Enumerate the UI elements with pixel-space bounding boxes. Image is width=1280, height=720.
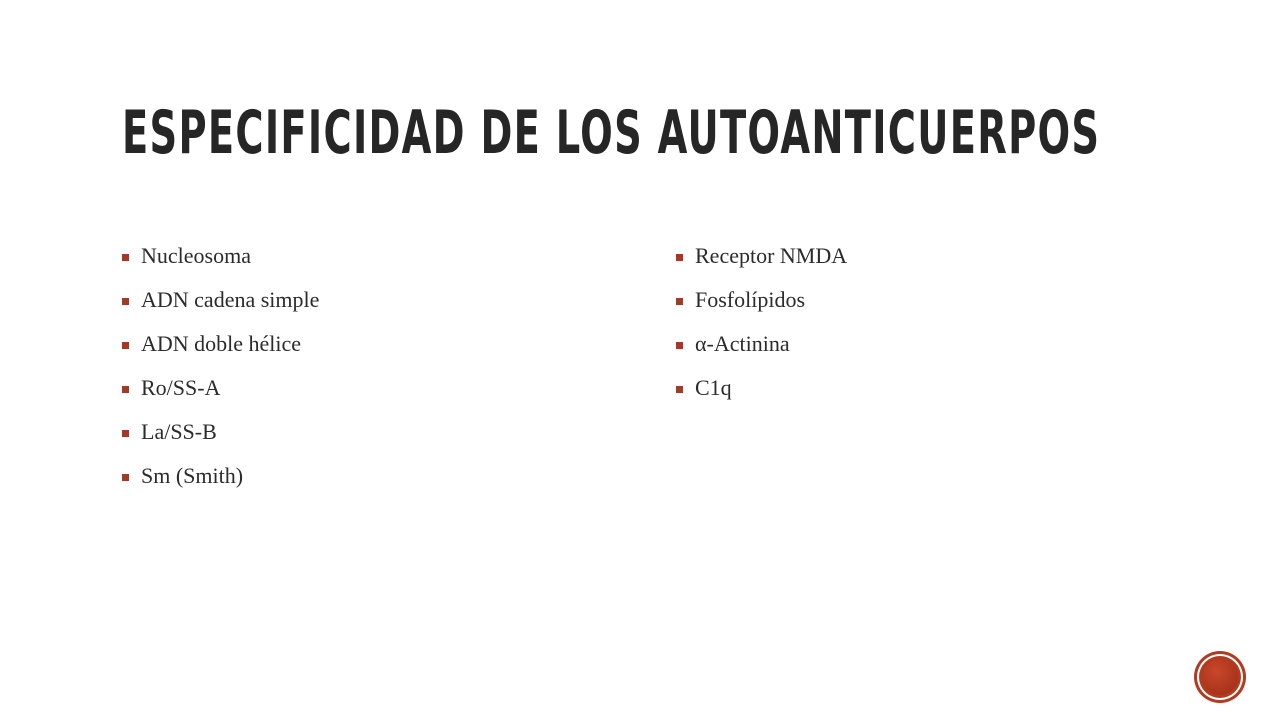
list-item bbox=[122, 454, 319, 498]
slide-number-badge bbox=[1197, 654, 1243, 700]
list-item bbox=[676, 366, 847, 410]
list-item bbox=[122, 322, 319, 366]
list-item-text: ADN doble hélice bbox=[141, 331, 302, 356]
square-bullet-icon bbox=[122, 430, 129, 437]
list-item-text: α-Actinina bbox=[695, 331, 790, 356]
list-item-text: Nucleosoma bbox=[141, 243, 251, 268]
list-item bbox=[122, 410, 319, 454]
list-item bbox=[676, 278, 847, 322]
right-bullet-list bbox=[676, 234, 847, 410]
square-bullet-icon bbox=[122, 342, 129, 349]
square-bullet-icon bbox=[676, 254, 683, 261]
list-item bbox=[122, 278, 319, 322]
list-item-text: C1q bbox=[695, 375, 732, 400]
left-bullet-list bbox=[122, 234, 319, 498]
list-item bbox=[676, 234, 847, 278]
list-item-text: La/SS-B bbox=[141, 419, 217, 444]
list-item-text: Fosfolípidos bbox=[695, 287, 806, 312]
list-item bbox=[122, 234, 319, 278]
list-item bbox=[676, 322, 847, 366]
list-item-text: Receptor NMDA bbox=[695, 243, 848, 268]
square-bullet-icon bbox=[122, 254, 129, 261]
square-bullet-icon bbox=[122, 298, 129, 305]
square-bullet-icon bbox=[676, 386, 683, 393]
list-item-text: ADN cadena simple bbox=[141, 287, 320, 312]
square-bullet-icon bbox=[676, 342, 683, 349]
slide-title: ESPECIFICIDAD DE LOS AUTOANTICUERPOS bbox=[122, 98, 1101, 168]
list-item-text: Ro/SS-A bbox=[141, 375, 221, 400]
square-bullet-icon bbox=[122, 474, 129, 481]
square-bullet-icon bbox=[122, 386, 129, 393]
square-bullet-icon bbox=[676, 298, 683, 305]
list-item bbox=[122, 366, 319, 410]
list-item-text: Sm (Smith) bbox=[141, 463, 244, 488]
